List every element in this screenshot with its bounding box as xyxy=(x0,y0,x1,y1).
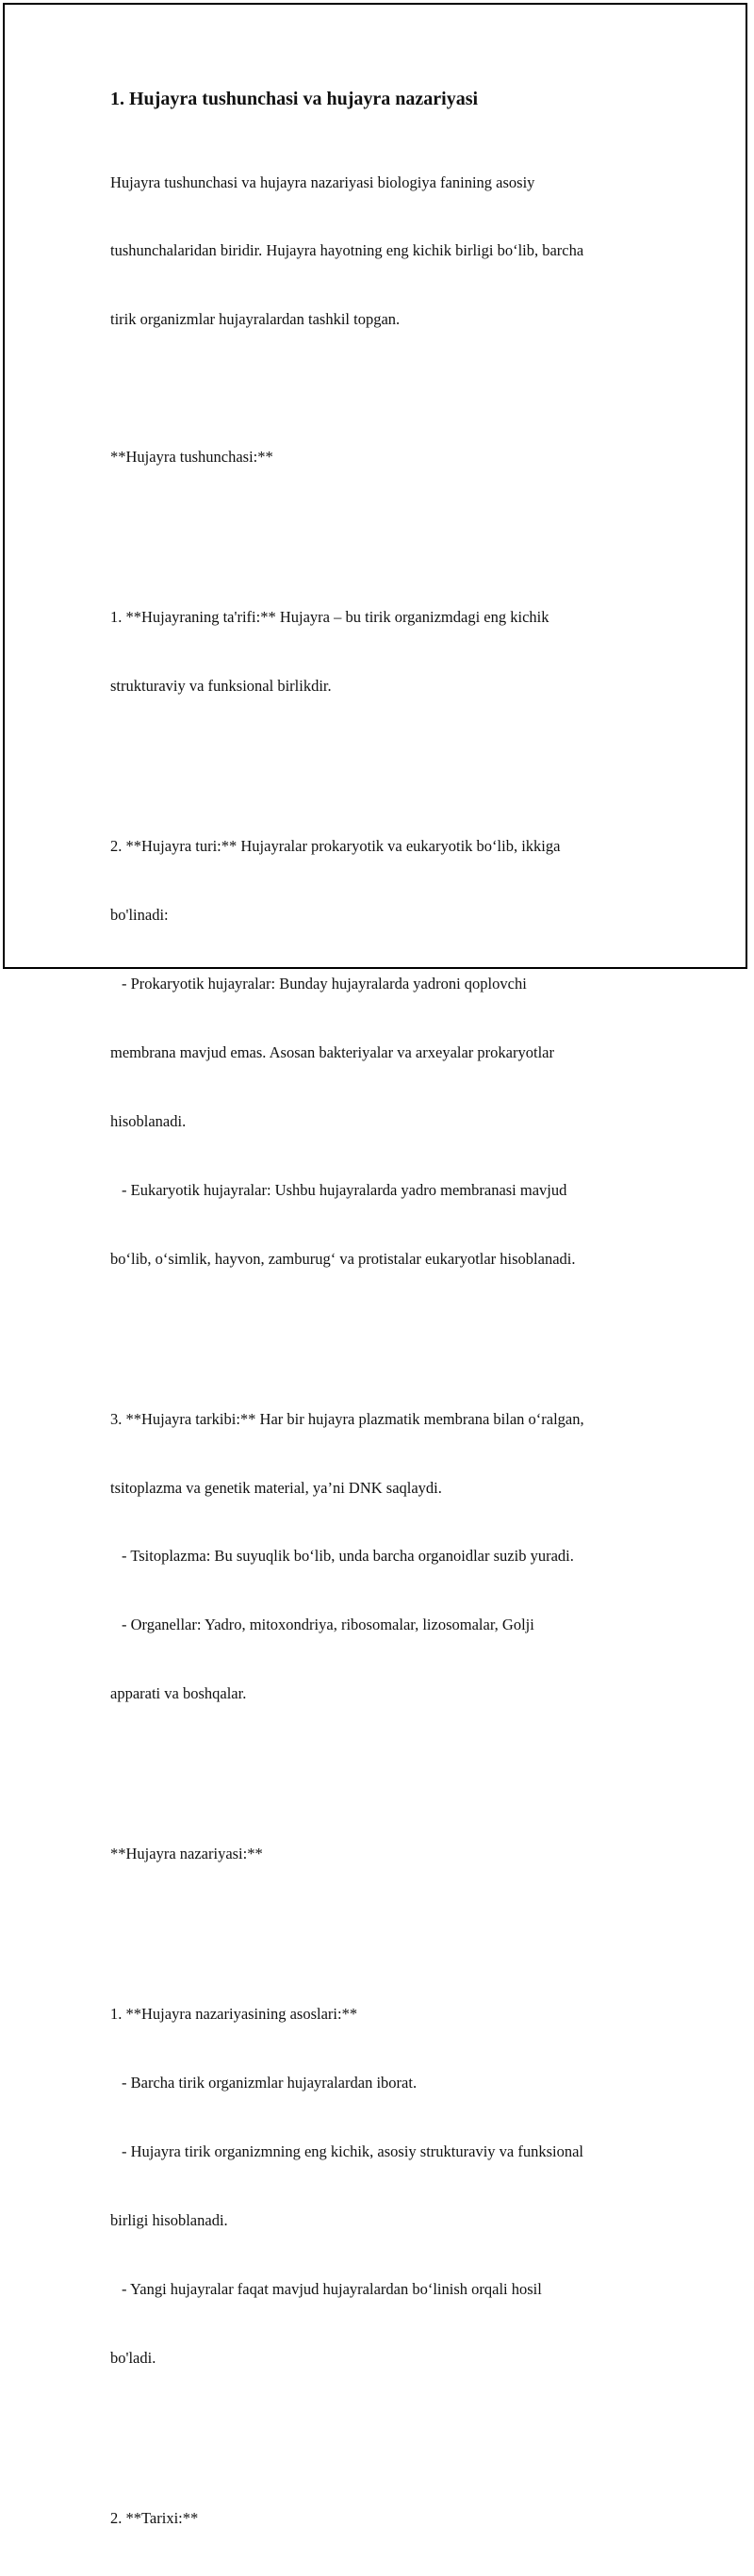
sub-item-eukaryotic: - Eukaryotik hujayralar: Ushbu hujayralarda yadro membranasi mavjud xyxy=(122,1180,567,1199)
list-item-theory-basics: 1. **Hujayra nazariyasining asoslari:** xyxy=(110,2005,358,2024)
list-item-history: 2. **Tarixi:** xyxy=(110,2508,199,2527)
text-line: Hujayra tushunchasi va hujayra nazariyasi biologiya fanining asosiy xyxy=(110,172,535,191)
blank-line xyxy=(110,515,657,537)
blank-line xyxy=(110,1316,657,1338)
blank-line xyxy=(110,377,657,400)
section-heading-cell-theory: **Hujayra nazariyasi:** xyxy=(110,1845,263,1863)
list-item-definition: 1. **Hujayraning ta'rifi:** Hujayra – bu tirik organizmdagi eng kichik xyxy=(110,608,549,627)
document-body xyxy=(110,88,657,2576)
text-line: apparati va boshqalar. xyxy=(110,1684,247,1703)
sub-item-prokaryotic: - Prokaryotik hujayralar: Bunday hujayralarda yadroni qoplovchi xyxy=(122,974,527,993)
text-line: tirik organizmlar hujayralardan tashkil topgan. xyxy=(110,310,401,329)
text-line: birligi hisoblanadi. xyxy=(110,2211,228,2230)
text-line: strukturaviy va funksional birlikdir. xyxy=(110,677,332,696)
sub-item-all-organisms: - Barcha tirik organizmlar hujayralardan iborat. xyxy=(122,2074,418,2092)
sub-item-cytoplasm: - Tsitoplazma: Bu suyuqlik bo‘lib, unda barcha organoidlar suzib yuradi. xyxy=(122,1547,574,1566)
text-line: bo'linadi: xyxy=(110,906,169,925)
text-line: bo‘lib, o‘simlik, hayvon, zamburug‘ va protistalar eukaryotlar hisoblanadi. xyxy=(110,1249,576,1268)
blank-line xyxy=(110,1911,657,1934)
document-title: 1. Hujayra tushunchasi va hujayra nazariyasi xyxy=(110,89,479,109)
intro-paragraph xyxy=(110,125,657,2576)
sub-item-smallest-unit: - Hujayra tirik organizmning eng kichik, asosiy strukturaviy va funksional xyxy=(122,2142,584,2161)
text-line: bo'ladi. xyxy=(110,2348,156,2367)
text-line: hisoblanadi. xyxy=(110,1111,187,1130)
list-item-types: 2. **Hujayra turi:** Hujayralar prokaryotik va eukaryotik bo‘lib, ikkiga xyxy=(110,837,561,856)
blank-line xyxy=(110,1751,657,1774)
list-item-composition: 3. **Hujayra tarkibi:** Har bir hujayra plazmatik membrana bilan o‘ralgan, xyxy=(110,1409,584,1428)
text-line: tsitoplazma va genetik material, ya’ni DNK saqlaydi. xyxy=(110,1478,442,1497)
sub-item-organelles: - Organellar: Yadro, mitoxondriya, ribosomalar, lizosomalar, Golji xyxy=(122,1616,534,1634)
blank-line xyxy=(110,2416,657,2438)
sub-item-new-cells: - Yangi hujayralar faqat mavjud hujayralardan bo‘linish orqali hosil xyxy=(122,2279,542,2298)
text-line: membrana mavjud emas. Asosan bakteriyalar va arxeyalar prokaryotlar xyxy=(110,1042,554,1061)
section-heading-cell-concept: **Hujayra tushunchasi:** xyxy=(110,448,273,467)
blank-line xyxy=(110,744,657,766)
text-line: tushunchalaridan biridir. Hujayra hayotning eng kichik birligi bo‘lib, barcha xyxy=(110,241,584,260)
